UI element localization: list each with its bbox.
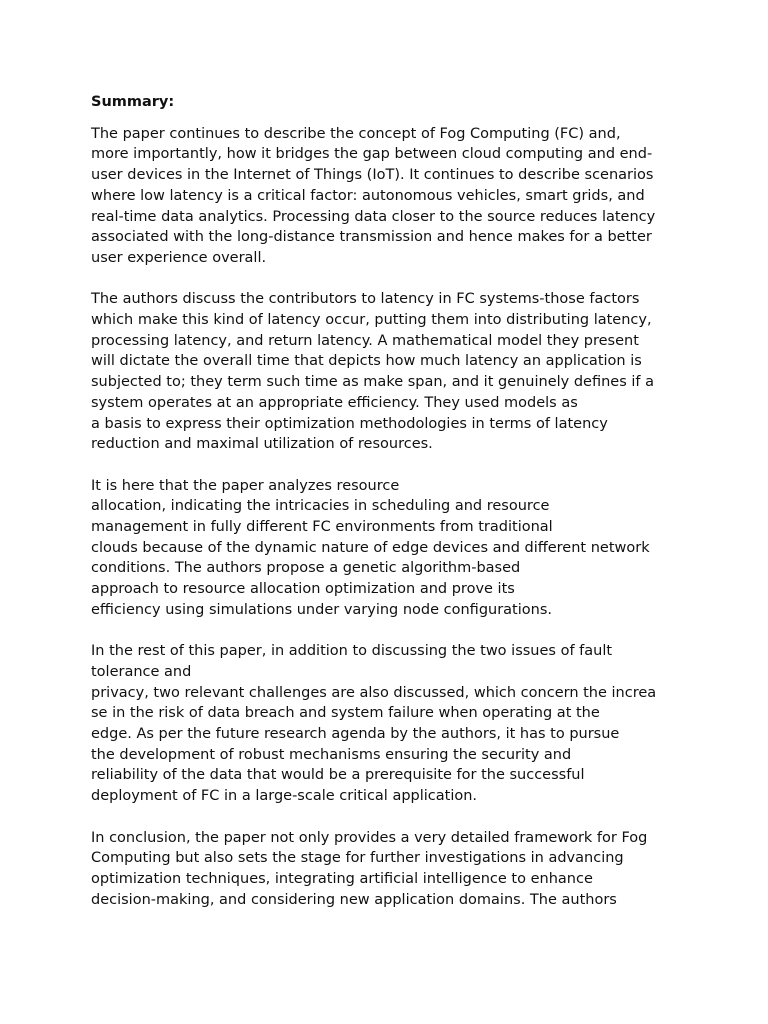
text-line: It is here that the paper analyzes resource [91, 477, 400, 494]
text-line: the development of robust mechanisms ensuring the security and [91, 746, 572, 763]
text-line: privacy, two relevant challenges are also discussed, which concern the increa [91, 684, 657, 701]
text-line: management in fully different FC environments from traditional [91, 519, 553, 536]
text-line: real-time data analytics. Processing data closer to the source reduces latency [91, 208, 656, 225]
text-line: deployment of FC in a large-scale critical application. [91, 788, 478, 805]
document-body [91, 92, 691, 931]
text-line: reliability of the data that would be a prerequisite for the successful [91, 767, 585, 784]
text-line: In the rest of this paper, in addition to discussing the two issues of fault [91, 643, 613, 660]
text-line: reduction and maximal utilization of resources. [91, 436, 433, 453]
text-line: clouds because of the dynamic nature of edge devices and different network [91, 539, 650, 556]
text-line: The paper continues to describe the concept of Fog Computing (FC) and, [91, 125, 621, 142]
paragraph-3 [91, 476, 691, 621]
text-line: subjected to; they term such time as make span, and it genuinely defines if a [91, 374, 655, 391]
summary-heading: Summary: [91, 94, 175, 110]
text-line: a basis to express their optimization methodologies in terms of latency [91, 415, 608, 432]
text-line: conditions. The authors propose a genetic algorithm-based [91, 560, 521, 577]
text-line: se in the risk of data breach and system failure when operating at the [91, 705, 600, 722]
text-line: In conclusion, the paper not only provides a very detailed framework for Fog [91, 829, 648, 846]
text-line: system operates at an appropriate efficiency. They used models as [91, 394, 578, 411]
text-line: allocation, indicating the intricacies in scheduling and resource [91, 498, 550, 515]
text-line: decision-making, and considering new application domains. The authors [91, 891, 617, 908]
text-line: will dictate the overall time that depicts how much latency an application is [91, 353, 642, 370]
text-line: user experience overall. [91, 249, 267, 266]
text-line: user devices in the Internet of Things (IoT). It continues to describe scenarios [91, 167, 654, 184]
paragraph-4 [91, 641, 691, 807]
paragraph-1 [91, 124, 691, 269]
text-line: approach to resource allocation optimization and prove its [91, 581, 515, 598]
paragraph-2 [91, 289, 691, 455]
text-line: efficiency using simulations under varying node configurations. [91, 601, 552, 618]
text-line: processing latency, and return latency. A mathematical model they present [91, 332, 639, 349]
paragraph-5 [91, 828, 691, 911]
text-line: which make this kind of latency occur, putting them into distributing latency, [91, 312, 652, 329]
text-line: Computing but also sets the stage for further investigations in advancing [91, 850, 624, 867]
text-line: where low latency is a critical factor: autonomous vehicles, smart grids, and [91, 187, 645, 204]
text-line: optimization techniques, integrating artificial intelligence to enhance [91, 870, 593, 887]
text-line: more importantly, how it bridges the gap between cloud computing and end- [91, 146, 653, 163]
text-line: associated with the long-distance transmission and hence makes for a better [91, 229, 652, 246]
text-line: tolerance and [91, 663, 192, 680]
text-line: The authors discuss the contributors to latency in FC systems-those factors [91, 291, 640, 308]
text-line: edge. As per the future research agenda by the authors, it has to pursue [91, 726, 620, 743]
